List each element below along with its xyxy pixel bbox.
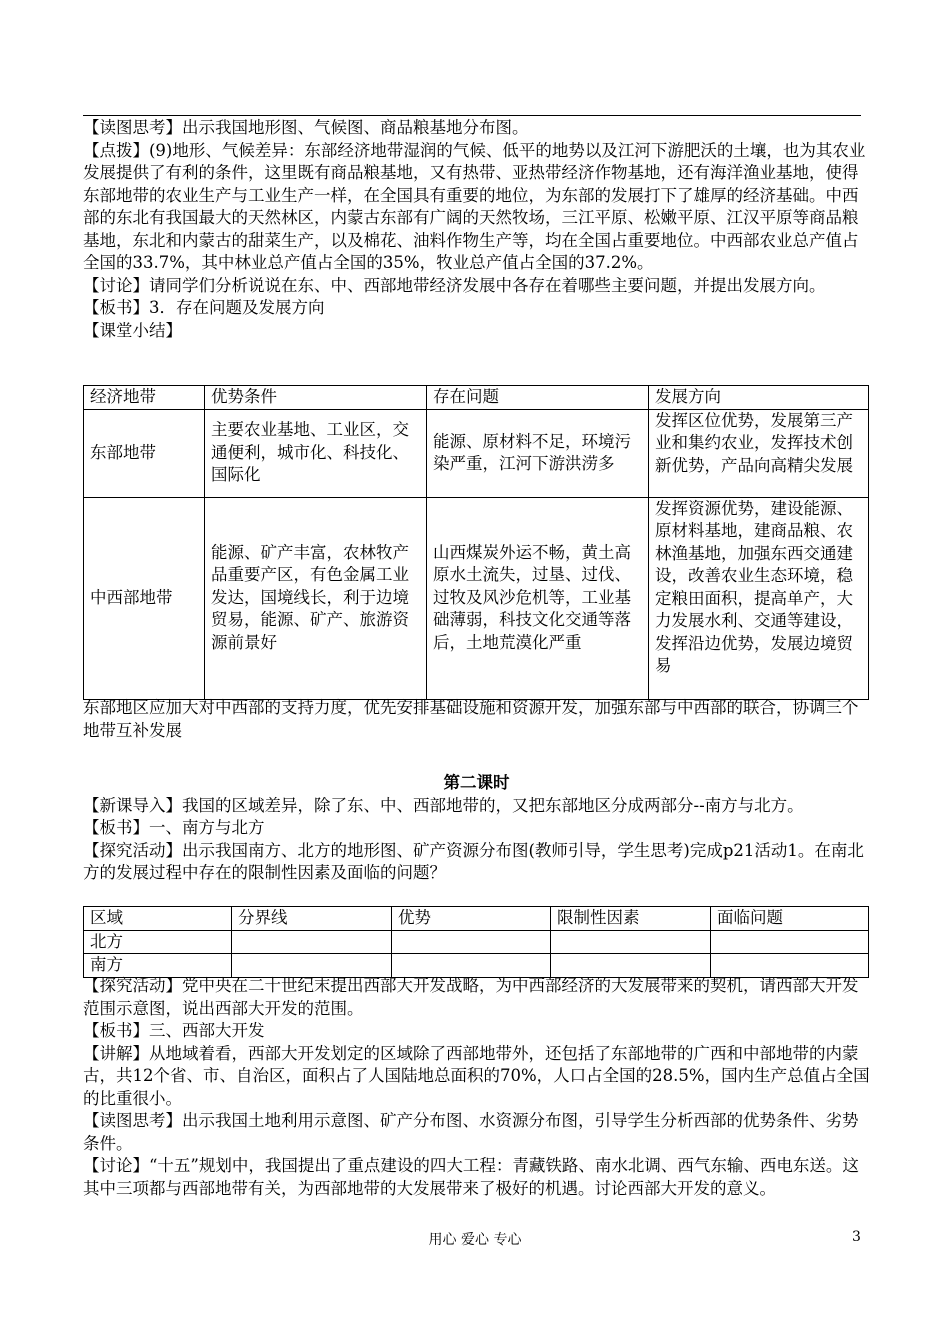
table-cell: 发挥区位优势，发展第三产业和集约农业，发挥技术创新优势，产品向高精尖发展	[649, 409, 869, 497]
table-header-cell: 分界线	[232, 907, 392, 931]
paragraph-intro: 【新课导入】我国的区域差异，除了东、中、西部地带的，又把东部地区分成两部分--南方与北方。	[83, 795, 804, 815]
paragraph-read-map-2: 【读图思考】出示我国土地利用示意图、矿产分布图、水资源分布图，引导学生分析西部的优势条件、劣势条件。	[83, 1111, 859, 1153]
paragraph-activity-1: 【探究活动】出示我国南方、北方的地形图、矿产资源分布图(教师引导，学生思考)完成p21活动1。在南北方的发展过程中存在的限制性因素及面临的问题？	[83, 840, 864, 882]
table-cell	[711, 930, 869, 954]
paragraph-board-3-west: 【板书】三、西部大开发	[83, 1021, 265, 1040]
table-cell	[232, 954, 392, 978]
table-cell: 发挥资源优势，建设能源、原材料基地，建商品粮、农林渔基地，加强东西交通建设，改善农业生态环境，稳定粮田面积，提高单产，大力发展水利、交通等建设，发挥沿边优势，发展边境贸易	[649, 497, 869, 699]
table-cell	[551, 930, 711, 954]
table-cell: 主要农业基地、工业区，交通便利，城市化、科技化、国际化	[205, 409, 427, 497]
table-header-row	[84, 907, 869, 931]
paragraph-discussion: 【讨论】请同学们分析说说在东、中、西部地带经济发展中各存在着哪些主要问题，并提出发展方向。	[83, 275, 826, 295]
table-row	[84, 409, 869, 497]
header-rule	[83, 115, 861, 116]
page-number: 3	[852, 1229, 861, 1245]
table-row	[84, 497, 869, 699]
table-header-cell: 经济地带	[84, 386, 205, 410]
section-1	[83, 117, 870, 342]
table-header-cell: 限制性因素	[551, 907, 711, 931]
table-cell: 山西煤炭外运不畅，黄土高原水土流失，过垦、过伐、过牧及风沙危机等，工业基础薄弱，科技文化交通等落后，土地荒漠化严重	[427, 497, 649, 699]
paragraph-board-3: 【板书】3．存在问题及发展方向	[83, 298, 325, 317]
table-header-row	[84, 386, 869, 410]
lesson-2-title: 第二课时	[443, 773, 510, 792]
table-header-cell: 发展方向	[649, 386, 869, 410]
table-header-cell: 优势条件	[205, 386, 427, 410]
table-header-cell: 区域	[84, 907, 232, 931]
footer-text: 用心 爱心 专心	[428, 1232, 522, 1248]
table-cell: 南方	[84, 954, 232, 978]
paragraph-explanation: 【讲解】从地域着看，西部大开发划定的区域除了西部地带外，还包括了东部地带的广西和中部地带的内蒙古，共12个省、市、自治区，面积占了人国陆地总面积的70%，人口占全国的28.5%，国内生产总值占全国的比重很小。	[83, 1043, 870, 1108]
summary-table	[83, 385, 869, 700]
table-header-cell: 面临问题	[711, 907, 869, 931]
ns-table-wrapper	[83, 906, 868, 978]
paragraph-summary-label: 【课堂小结】	[83, 320, 182, 340]
table-cell: 中西部地带	[84, 497, 205, 699]
paragraph-guidance: 【点拨】(9)地形、气候差异：东部经济地带湿润的气候、低平的地势以及江河下游肥沃的土壤，也为其农业发展提供了有利的条件，这里既有商品粮基地，又有热带、亚热带经济作物基地，还有海洋渔业基地，使得东部地带的农业生产与工业生产一样，在全国具有重要的地位，为东部的发展打下了雄厚的经济基础。中西部的东北有我国最大的天然林区，内蒙古东部有广阔的天然牧场，三江平原、松嫩平原、江汉平原等商品粮基地，东北和内蒙古的甜菜生产，以及棉花、油料作物生产等，均在全国占重要地位。中西部农业总产值占全国的33.7%，其中林业总产值占全国的35%，牧业总产值占全国的37.2%。	[83, 140, 866, 272]
table-header-cell: 存在问题	[427, 386, 649, 410]
table-row	[84, 954, 869, 978]
paragraph-read-map: 【读图思考】出示我国地形图、气候图、商品粮基地分布图。	[83, 118, 529, 137]
table-cell: 能源、原材料不足，环境污染严重，江河下游洪涝多	[427, 409, 649, 497]
table-cell	[392, 930, 551, 954]
table-row	[84, 930, 869, 954]
paragraph-board-1: 【板书】一、南方与北方	[83, 818, 265, 837]
section-3	[83, 975, 870, 1200]
table-cell	[711, 954, 869, 978]
table-cell	[232, 930, 392, 954]
table-cell: 东部地带	[84, 409, 205, 497]
north-south-table	[83, 906, 869, 978]
summary-table-wrapper	[83, 385, 868, 700]
table-header-cell: 优势	[392, 907, 551, 931]
table-cell: 能源、矿产丰富，农林牧产品重要产区，有色金属工业发达，国境线长，利于边境贸易，能源、矿产、旅游资源前景好	[205, 497, 427, 699]
table-cell	[551, 954, 711, 978]
paragraph-activity-2: 【探究活动】党中央在二十世纪末提出西部大开发战略，为中西部经济的大发展带来的契机，请西部大开发范围示意图，说出西部大开发的范围。	[83, 976, 859, 1018]
paragraph-discussion-2: 【讨论】“十五”规划中，我国提出了重点建设的四大工程：青藏铁路、南水北调、西气东输、西电东送。这其中三项都与西部地带有关，为西部地带的大发展带来了极好的机遇。讨论西部大开发的意义。	[83, 1156, 859, 1198]
table-cell	[392, 954, 551, 978]
after-table-text	[83, 697, 870, 742]
paragraph-conclusion: 东部地区应加大对中西部的支持力度，优先安排基础设施和资源开发，加强东部与中西部的联合，协调三个地带互补发展	[83, 698, 859, 740]
lesson-2	[83, 772, 870, 885]
table-cell: 北方	[84, 930, 232, 954]
